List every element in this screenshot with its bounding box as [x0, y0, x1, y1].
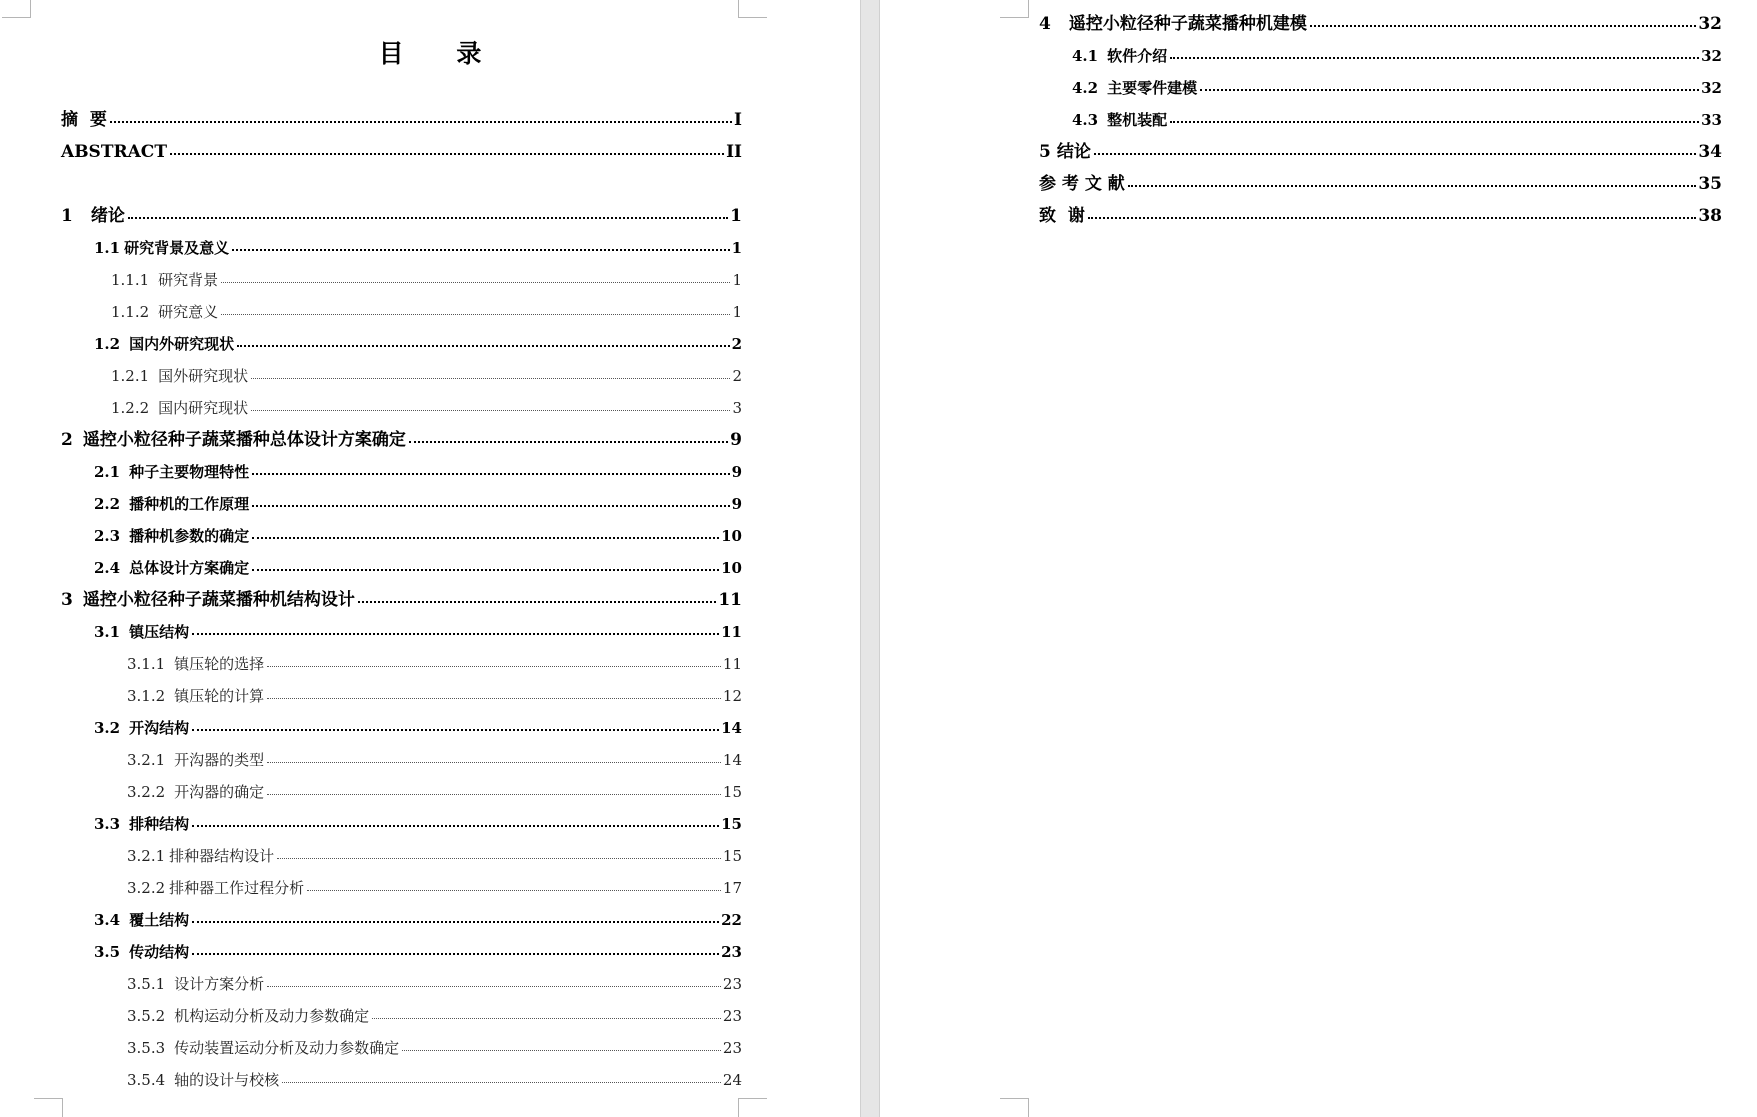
toc-entry-page: 15 — [722, 847, 742, 865]
toc-entry-number: 1 — [61, 206, 73, 226]
toc-list-left — [61, 104, 742, 1096]
toc-entry-text: 排种器结构设计 — [169, 847, 275, 865]
toc-entry-text: 致 谢 — [1039, 206, 1085, 226]
toc-entry[interactable] — [61, 968, 742, 1000]
toc-entry-page: 23 — [722, 1007, 742, 1025]
toc-entry-text: 排种器工作过程分析 — [169, 879, 305, 897]
dot-leader — [128, 217, 728, 219]
toc-entry-number: 4.1 — [1072, 47, 1099, 65]
toc-entry-number: 3.2.2 — [127, 783, 166, 801]
toc-entry-text: 国外研究现状 — [158, 367, 249, 385]
toc-entry-text: 开沟器的确定 — [174, 783, 265, 801]
crop-mark — [738, 1098, 767, 1117]
toc-entry[interactable] — [61, 840, 742, 872]
toc-entry-page: 1 — [732, 271, 742, 289]
toc-entry[interactable] — [61, 424, 742, 456]
toc-entry-number: 1.2 — [94, 335, 121, 353]
crop-mark — [1000, 1098, 1029, 1117]
toc-entry-text: 整机装配 — [1107, 111, 1168, 129]
dot-leader — [252, 473, 729, 475]
toc-entry-page: 9 — [730, 430, 742, 450]
toc-entry-text: 绪论 — [90, 206, 125, 226]
dot-leader — [267, 794, 721, 795]
toc-entry-page: 11 — [722, 655, 742, 673]
toc-entry-text: 遥控小粒径种子蔬菜播种总体设计方案确定 — [82, 430, 406, 450]
toc-entry-page: 1 — [731, 239, 742, 257]
toc-entry-number: 3.3 — [94, 815, 121, 833]
crop-mark — [34, 1098, 63, 1117]
toc-entry-page: 1 — [732, 303, 742, 321]
dot-leader — [251, 410, 730, 411]
toc-entry-text: 研究背景 — [158, 271, 219, 289]
page-right — [880, 0, 1757, 1117]
toc-entry-number: 2 — [61, 430, 73, 450]
toc-entry-text: 镇压轮的选择 — [174, 655, 265, 673]
crop-mark — [2, 0, 31, 18]
toc-entry-text: 播种机参数的确定 — [129, 527, 250, 545]
toc-entry[interactable] — [61, 296, 742, 328]
toc-entry[interactable] — [61, 584, 742, 616]
dot-leader — [402, 1050, 721, 1051]
toc-entry-number: 3.5.3 — [127, 1039, 166, 1057]
toc-entry[interactable] — [1039, 200, 1722, 232]
toc-entry[interactable] — [61, 616, 742, 648]
toc-entry-text: ABSTRACT — [61, 142, 167, 162]
toc-entry-page: 11 — [721, 623, 742, 641]
toc-entry[interactable] — [61, 232, 742, 264]
toc-entry-text: 传动结构 — [129, 943, 190, 961]
dot-leader — [192, 921, 719, 923]
toc-entry-page: 22 — [721, 911, 742, 929]
toc-entry[interactable] — [61, 872, 742, 904]
toc-entry[interactable] — [1039, 8, 1722, 40]
toc-entry-text: 研究意义 — [158, 303, 219, 321]
toc-entry[interactable] — [61, 808, 742, 840]
toc-entry-page: 35 — [1698, 174, 1722, 194]
toc-entry-text: 覆土结构 — [129, 911, 190, 929]
toc-entry[interactable] — [61, 136, 742, 168]
toc-entry-text: 排种结构 — [129, 815, 190, 833]
toc-entry-number: 3.2.2 — [127, 879, 166, 897]
toc-entry-text: 国内外研究现状 — [129, 335, 235, 353]
toc-entry[interactable] — [61, 648, 742, 680]
toc-entry-number: 4.2 — [1072, 79, 1099, 97]
toc-entry-page: 9 — [731, 463, 742, 481]
toc-entry-number: 3.4 — [94, 911, 121, 929]
toc-entry-text: 播种机的工作原理 — [129, 495, 250, 513]
toc-entry-page: 32 — [1698, 14, 1722, 34]
dot-leader — [251, 378, 730, 379]
dot-leader — [1170, 121, 1699, 123]
toc-entry-text: 轴的设计与校核 — [174, 1071, 280, 1089]
toc-entry[interactable] — [1039, 40, 1722, 72]
toc-entry[interactable] — [61, 360, 742, 392]
toc-entry-number: 2.2 — [94, 495, 121, 513]
toc-entry[interactable] — [61, 328, 742, 360]
toc-entry[interactable] — [61, 776, 742, 808]
toc-entry-number: 2.1 — [94, 463, 121, 481]
toc-entry-text: 镇压轮的计算 — [174, 687, 265, 705]
dot-leader — [1310, 25, 1696, 27]
toc-entry-number: 3.5.4 — [127, 1071, 166, 1089]
toc-entry-page: 10 — [721, 527, 742, 545]
toc-entry-number: 1.2.1 — [111, 367, 150, 385]
toc-entry-number: 3.2.1 — [127, 847, 166, 865]
dot-leader — [192, 825, 719, 827]
dot-leader — [267, 986, 721, 987]
toc-entry[interactable] — [61, 680, 742, 712]
toc-entry[interactable] — [1039, 104, 1722, 136]
toc-entry-page: 15 — [721, 815, 742, 833]
toc-entry-page: 23 — [721, 943, 742, 961]
dot-leader — [192, 633, 719, 635]
toc-entry-text: 镇压结构 — [129, 623, 190, 641]
dot-leader — [267, 762, 721, 763]
dot-leader — [221, 282, 730, 283]
dot-leader — [372, 1018, 721, 1019]
toc-entry-number: 2.3 — [94, 527, 121, 545]
toc-entry-page: 33 — [1701, 111, 1722, 129]
toc-entry-text: 主要零件建模 — [1107, 79, 1198, 97]
toc-entry[interactable] — [1039, 168, 1722, 200]
toc-entry-number: 1.2.2 — [111, 399, 150, 417]
toc-entry-page: 3 — [732, 399, 742, 417]
toc-entry-page: 23 — [722, 975, 742, 993]
toc-entry-page: II — [726, 142, 742, 162]
toc-entry-text: 软件介绍 — [1107, 47, 1168, 65]
toc-list-right — [1039, 8, 1722, 232]
dot-leader — [192, 729, 719, 731]
toc-entry-page: 9 — [731, 495, 742, 513]
toc-entry-text: 种子主要物理特性 — [129, 463, 250, 481]
toc-entry-text: 总体设计方案确定 — [129, 559, 250, 577]
dot-leader — [267, 666, 721, 667]
toc-entry-page: 38 — [1698, 206, 1722, 226]
dot-leader — [110, 121, 732, 123]
toc-entry-number: 3 — [61, 590, 73, 610]
toc-entry-number: 3.1 — [94, 623, 121, 641]
dot-leader — [1088, 217, 1696, 219]
dot-leader — [267, 698, 721, 699]
dot-leader — [1128, 185, 1697, 187]
toc-entry-page: 32 — [1701, 47, 1722, 65]
toc-entry[interactable] — [61, 392, 742, 424]
toc-entry-text: 国内研究现状 — [158, 399, 249, 417]
toc-entry-page: 14 — [722, 751, 742, 769]
crop-mark — [738, 0, 767, 18]
toc-entry-number: 3.1.2 — [127, 687, 166, 705]
toc-entry-number: 1.1.1 — [111, 271, 150, 289]
toc-entry-page: 2 — [732, 367, 742, 385]
dot-leader — [409, 441, 728, 443]
toc-entry-page: 23 — [722, 1039, 742, 1057]
page-gutter — [860, 0, 880, 1117]
toc-entry-number: 5 — [1039, 142, 1051, 162]
toc-entry[interactable] — [61, 552, 742, 584]
toc-entry-text: 开沟器的类型 — [174, 751, 265, 769]
dot-leader — [1170, 57, 1699, 59]
toc-entry-text: 开沟结构 — [129, 719, 190, 737]
toc-entry[interactable] — [1039, 72, 1722, 104]
toc-entry-text: 结论 — [1056, 142, 1091, 162]
dot-leader — [1200, 89, 1699, 91]
dot-leader — [252, 505, 729, 507]
toc-entry[interactable] — [61, 456, 742, 488]
toc-entry-text: 遥控小粒径种子蔬菜播种机结构设计 — [82, 590, 355, 610]
dot-leader — [307, 890, 721, 891]
dot-leader — [277, 858, 721, 859]
toc-entry-page: 14 — [721, 719, 742, 737]
toc-entry-number: 3.2 — [94, 719, 121, 737]
dot-leader — [170, 153, 724, 155]
toc-entry-page: 34 — [1698, 142, 1722, 162]
dot-leader — [282, 1082, 721, 1083]
toc-entry[interactable] — [61, 264, 742, 296]
toc-entry[interactable] — [61, 488, 742, 520]
toc-entry-number: 2.4 — [94, 559, 121, 577]
toc-entry-text: 设计方案分析 — [174, 975, 265, 993]
toc-entry-text: 摘 要 — [61, 110, 107, 130]
toc-entry[interactable] — [61, 1064, 742, 1096]
toc-entry-text: 机构运动分析及动力参数确定 — [174, 1007, 370, 1025]
toc-entry-number: 3.1.1 — [127, 655, 166, 673]
page-left — [0, 0, 860, 1117]
toc-entry[interactable] — [61, 104, 742, 136]
toc-entry[interactable] — [61, 1032, 742, 1064]
toc-entry-number: 3.2.1 — [127, 751, 166, 769]
toc-entry-number: 1.1.2 — [111, 303, 150, 321]
toc-entry-page: 17 — [722, 879, 742, 897]
toc-entry-number: 4 — [1039, 14, 1051, 34]
toc-entry-number: 4.3 — [1072, 111, 1099, 129]
toc-entry[interactable] — [61, 200, 742, 232]
toc-entry[interactable] — [61, 520, 742, 552]
toc-entry-page: 2 — [731, 335, 742, 353]
dot-leader — [252, 537, 719, 539]
toc-entry-page: 1 — [730, 206, 742, 226]
dot-leader — [1094, 153, 1696, 155]
toc-entry-number: 1.1 — [94, 239, 121, 257]
toc-entry-text: 传动装置运动分析及动力参数确定 — [174, 1039, 400, 1057]
toc-entry[interactable] — [61, 744, 742, 776]
toc-entry-text: 研究背景及意义 — [124, 239, 230, 257]
dot-leader — [232, 249, 729, 251]
dot-leader — [252, 569, 719, 571]
toc-entry[interactable] — [61, 1000, 742, 1032]
toc-entry[interactable] — [1039, 136, 1722, 168]
toc-entry[interactable] — [61, 712, 742, 744]
toc-entry-page: 12 — [722, 687, 742, 705]
dot-leader — [358, 601, 716, 603]
toc-title: 目 录 — [378, 39, 504, 68]
toc-entry-text: 参 考 文 献 — [1039, 174, 1125, 194]
toc-entry[interactable] — [61, 904, 742, 936]
toc-entry-page: 15 — [722, 783, 742, 801]
crop-mark — [1000, 0, 1029, 18]
toc-entry-page: 32 — [1701, 79, 1722, 97]
toc-entry-number: 3.5.2 — [127, 1007, 166, 1025]
dot-leader — [237, 345, 729, 347]
toc-entry-page: 24 — [722, 1071, 742, 1089]
toc-entry-text: 遥控小粒径种子蔬菜播种机建模 — [1068, 14, 1307, 34]
toc-entry-number: 3.5 — [94, 943, 121, 961]
dot-leader — [221, 314, 730, 315]
toc-entry-page: 10 — [721, 559, 742, 577]
toc-entry-number: 3.5.1 — [127, 975, 166, 993]
toc-entry-page: I — [734, 110, 742, 130]
dot-leader — [192, 953, 719, 955]
toc-entry[interactable] — [61, 936, 742, 968]
toc-entry-page: 11 — [718, 590, 742, 610]
